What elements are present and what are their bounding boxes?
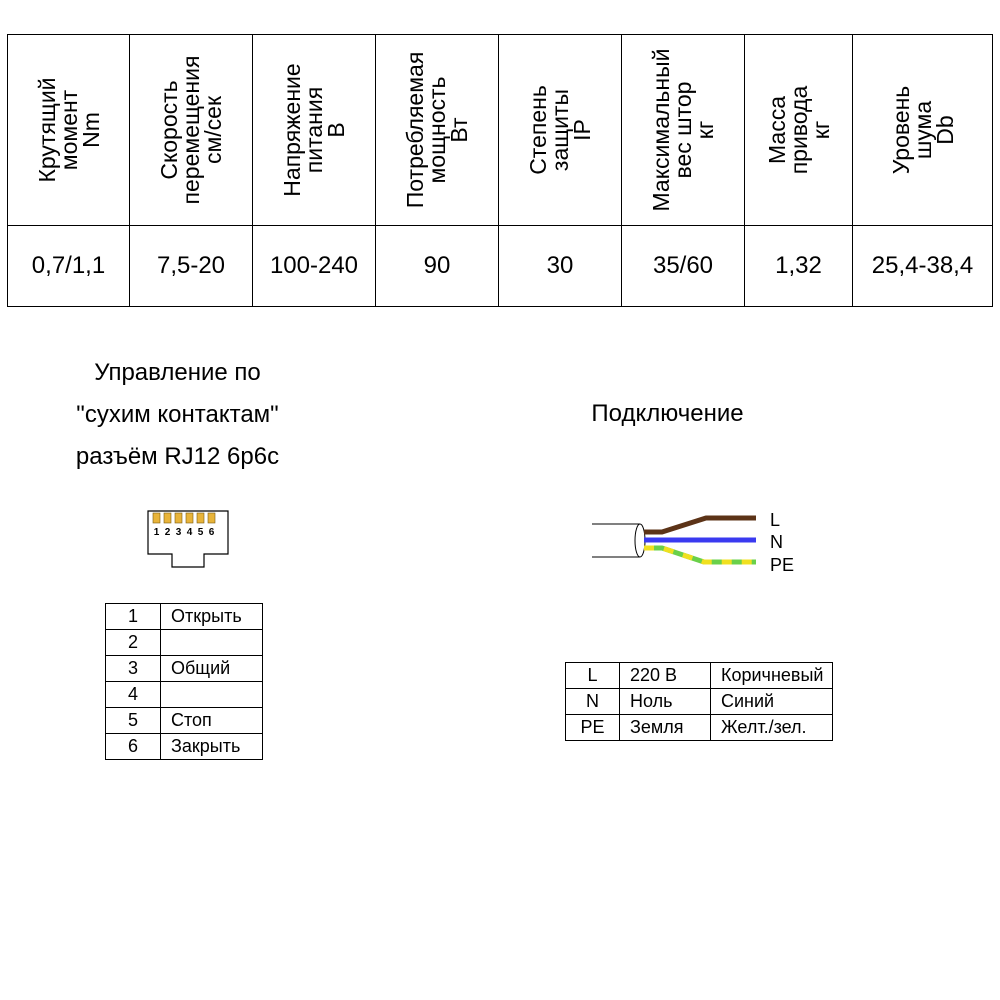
header-line: В [323,122,349,138]
header-line: IP [569,119,595,141]
spec-header-speed [130,35,253,226]
table-row [106,734,263,760]
spec-value-voltage: 100-240 [253,226,376,307]
spec-header-voltage [253,35,376,226]
header-line: Db [931,115,958,145]
control-caption [60,352,295,478]
pin-number: 2 [106,630,161,656]
header-line: шума [909,100,936,160]
spec-value-protection: 30 [499,226,622,307]
rj12-pin-number: 4 [186,527,193,538]
header-line: защиты [547,88,573,172]
header-line: мощность [424,76,450,184]
rj12-pin-number: 5 [197,527,204,538]
table-row [566,689,833,715]
control-caption-line: Управление по [94,359,261,386]
rj12-pin-number: 1 [153,527,160,538]
spec-header-protection [499,35,622,226]
spec-header-row [8,35,993,226]
rj12-pinout-table [105,603,263,760]
pin-number: 6 [106,734,161,760]
spec-values-row [8,226,993,307]
rj12-connector-icon [146,508,230,570]
header-line: кг [807,120,834,140]
power-cable-icon [588,505,798,580]
table-row [106,682,263,708]
header-line: Степень [525,85,551,175]
control-caption-line: разъём RJ12 6р6с [75,443,280,470]
header-line: привода [785,85,812,175]
connection-caption: Подключение [591,400,744,427]
connection-table [565,662,833,741]
wire-code: PE [566,715,620,741]
control-caption-line: "сухим контактам" [76,401,279,428]
header-line: Крутящий [33,77,60,183]
wire-label-n: N [770,532,783,552]
table-row [566,663,833,689]
rj12-pin-number: 2 [164,527,171,538]
spec-header-power [376,35,499,226]
wire-code: N [566,689,620,715]
wire-label-l: L [770,510,781,530]
table-row [106,630,263,656]
pin-number: 1 [106,604,161,630]
pin-function: Общий [161,656,263,682]
header-line: вес штор [670,81,696,179]
pin-function [161,630,263,656]
header-line: Потребляемая [402,51,428,209]
specifications-table [7,34,993,307]
header-line: перемещения [178,55,204,205]
wire-purpose: Ноль [620,689,711,715]
header-line: Максимальный [648,48,674,212]
wire-color: Синий [711,689,833,715]
spec-value-power: 90 [376,226,499,307]
wire-color: Желт./зел. [711,715,833,741]
pin-function: Открыть [161,604,263,630]
pin-number: 3 [106,656,161,682]
spec-value-max-weight: 35/60 [622,226,745,307]
pin-number: 4 [106,682,161,708]
table-row [106,656,263,682]
header-line: Напряжение [279,63,305,197]
wire-purpose: 220 В [620,663,711,689]
header-line: Вт [446,117,472,143]
spec-header-torque [8,35,130,226]
pin-number: 5 [106,708,161,734]
spec-value-torque: 0,7/1,1 [8,226,130,307]
wire-code: L [566,663,620,689]
header-line: питания [301,86,327,174]
spec-header-drive-mass [745,35,853,226]
rj12-pin-number: 3 [175,527,182,538]
header-line: Уровень [887,85,914,175]
header-line: см/сек [200,95,226,165]
pin-function: Закрыть [161,734,263,760]
rj12-pin-number: 6 [208,527,215,538]
spec-value-speed: 7,5-20 [130,226,253,307]
header-line: Масса [763,96,790,165]
spec-header-max-weight [622,35,745,226]
spec-value-drive-mass: 1,32 [745,226,853,307]
header-line: Скорость [156,80,182,180]
table-row [566,715,833,741]
pin-function [161,682,263,708]
spec-header-noise [853,35,993,226]
header-line: момент [55,89,82,171]
spec-value-noise: 25,4-38,4 [853,226,993,307]
header-line: кг [692,120,718,140]
table-row [106,604,263,630]
wire-purpose: Земля [620,715,711,741]
pin-function: Стоп [161,708,263,734]
wire-label-pe: PE [770,555,795,575]
table-row [106,708,263,734]
wire-color: Коричневый [711,663,833,689]
header-line: Nm [77,112,104,148]
